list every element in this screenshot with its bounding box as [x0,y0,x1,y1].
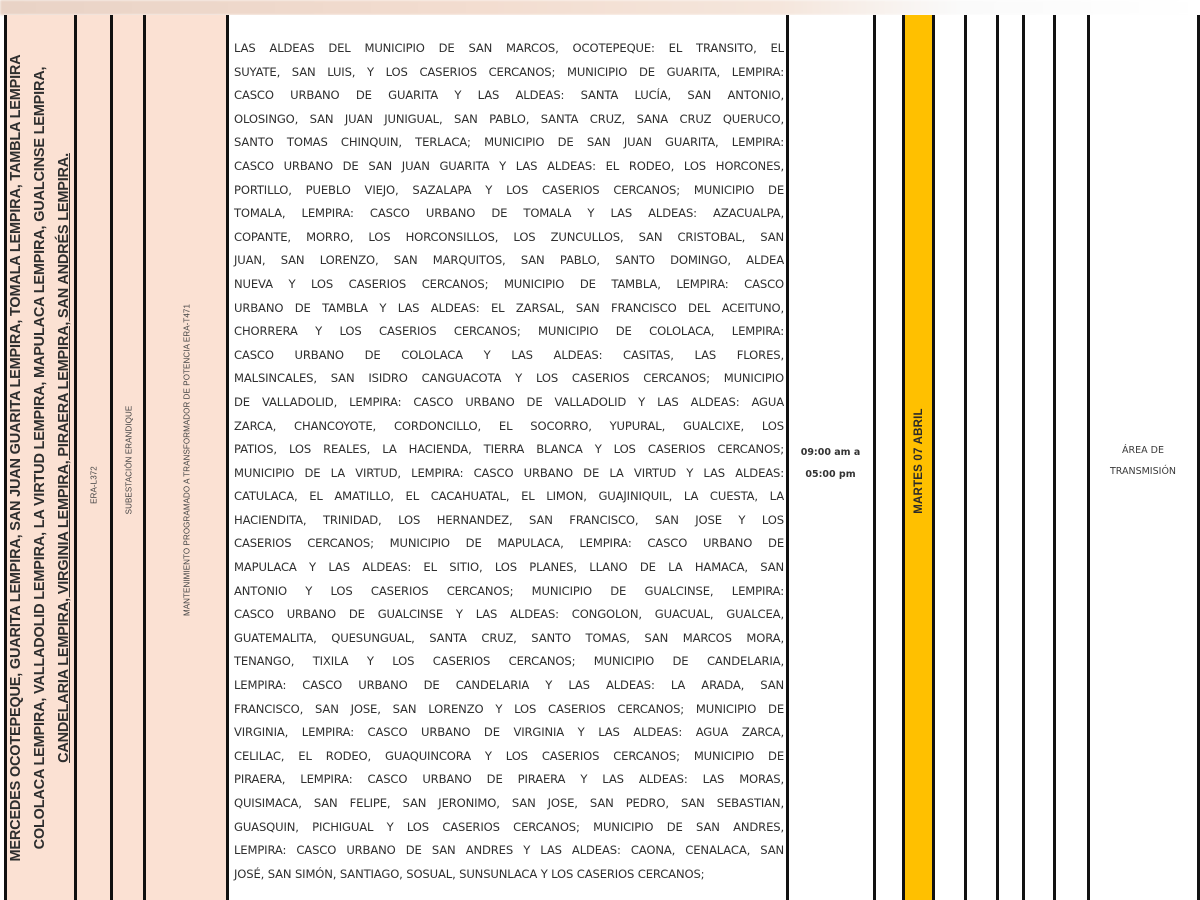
column-border [1053,15,1056,900]
detail-line: LAS ALDEAS DEL MUNICIPIO DE SAN MARCOS, OCOTEPEQUE: EL TRANSITO, EL [234,41,784,55]
detail-line: COPANTE, MORRO, LOS HORCONSILLOS, LOS ZUNCULLOS, SAN CRISTOBAL, SAN [234,229,784,244]
column-border [1022,15,1025,900]
column-border [902,15,905,900]
detail-line: HACIENDITA, TRINIDAD, LOS HERNANDEZ, SAN FRANCISCO, SAN JOSE Y LOS [234,512,784,527]
detail-line: LEMPIRA: CASCO URBANO DE SAN ANDRES Y LAS ALDEAS: CAONA, CENALACA, SAN [234,843,784,858]
time-start: 09:00 am a [800,447,861,458]
empty-cell-2 [934,15,965,900]
detail-line: CATULACA, EL AMATILLO, EL CACAHUATAL, EL LIMON, GUAJINIQUIL, LA CUESTA, LA [234,489,784,504]
affected-areas-text [5,15,75,900]
detail-line: MALSINCALES, SAN ISIDRO CANGUACOTA Y LOS CASERIOS CERCANOS; MUNICIPIO [234,371,784,386]
affected-areas-line-1: MERCEDES OCOTEPEQUE, GUARITA LEMPIRA, SAN JUAN GUARITA LEMPIRA, TOMALA LEMPIRA, TAMBLA LEMPIRA [8,54,24,861]
detail-line: CELILAC, EL RODEO, GUAQUINCORA Y LOS CASERIOS CERCANOS; MUNICIPIO DE [234,748,784,763]
detail-line: GUATEMALITA, QUESUNGUAL, SANTA CRUZ, SANTO TOMAS, SAN MARCOS MORA, [234,630,784,645]
column-border [4,15,7,900]
affected-areas-line-3: CANDELARIA LEMPIRA, VIRGINIA LEMPIRA, PIRAERA LEMPIRA, SAN ANDRÉS LEMPIRA. [56,152,72,763]
detail-line: GUASQUIN, PICHIGUAL Y LOS CASERIOS CERCANOS; MUNICIPIO DE SAN ANDRES, [234,819,784,834]
detail-line: MUNICIPIO DE LA VIRTUD, LEMPIRA: CASCO URBANO DE LA VIRTUD Y LAS ALDEAS: [234,465,784,480]
empty-cell-5 [1024,15,1054,900]
column-border [996,15,999,900]
column-border [74,15,77,900]
time-cell [787,15,874,900]
column-border [226,15,229,900]
detail-line: CASCO URBANO DE SAN JUAN GUARITA Y LAS ALDEAS: EL RODEO, LOS HORCONES, [234,158,784,173]
top-blur-strip [0,0,1200,15]
detail-line: JOSÉ, SAN SIMÓN, SANTIAGO, SOSUAL, SUNSUNLACA Y LOS CASERIOS CERCANOS; [234,866,705,881]
detail-line: TOMALA, LEMPIRA: CASCO URBANO DE TOMALA Y LAS ALDEAS: AZACUALPA, [234,206,784,221]
substation-name: SUBESTACIÓN ERANDIQUE [124,405,133,515]
detail-line: SANTO TOMAS CHINQUIN, TERLACA; MUNICIPIO DE SAN JUAN GUARITA, LEMPIRA: [234,135,784,150]
affected-areas-cell [5,15,75,900]
date-cell [904,15,934,900]
empty-cell-6 [1054,15,1088,900]
affected-localities-cell [228,15,787,900]
detail-line: CASERIOS CERCANOS; MUNICIPIO DE MAPULACA, LEMPIRA: CASCO URBANO DE [234,536,784,551]
detail-line: ANTONIO Y LOS CASERIOS CERCANOS; MUNICIPIO DE GUALCINSE, LEMPIRA: [234,583,784,598]
work-description-cell [145,15,228,900]
empty-cell-4 [997,15,1024,900]
detail-line: PIRAERA, LEMPIRA: CASCO URBANO DE PIRAERA Y LAS ALDEAS: LAS MORAS, [234,772,784,787]
detail-line: TENANGO, TIXILA Y LOS CASERIOS CERCANOS; MUNICIPIO DE CANDELARIA, [234,654,784,669]
detail-line: CASCO URBANO DE COLOLACA Y LAS ALDEAS: CASITAS, LAS FLORES, [234,347,784,362]
column-border [110,15,113,900]
time-end: 05:00 pm [805,469,856,480]
detail-line: CASCO URBANO DE GUALCINSE Y LAS ALDEAS: CONGOLON, GUACUAL, GUALCEA, [234,607,784,622]
area-text [1088,440,1198,482]
outage-schedule-table [0,15,1200,900]
column-border [932,15,935,900]
area-cell [1088,15,1198,900]
date-text: MARTES 07 ABRIL [913,408,925,514]
work-description-text: MANTENIMIENTO PROGRAMADO A TRANSFORMADOR DE POTENCIA ERA-T471 [182,303,191,617]
area-line-1: ÁREA DE [1122,445,1164,456]
empty-cell-3 [965,15,997,900]
detail-line: LEMPIRA: CASCO URBANO DE CANDELARIA Y LAS ALDEAS: LA ARADA, SAN [234,678,784,693]
affected-localities-text [234,37,784,886]
column-border [964,15,967,900]
column-border [143,15,146,900]
detail-line: JUAN, SAN LORENZO, SAN MARQUITOS, SAN PABLO, SANTO DOMINGO, ALDEA [234,253,784,268]
detail-line: VIRGINIA, LEMPIRA: CASCO URBANO DE VIRGINIA Y LAS ALDEAS: AGUA ZARCA, [234,725,784,740]
detail-line: NUEVA Y LOS CASERIOS CERCANOS; MUNICIPIO DE TAMBLA, LEMPIRA: CASCO [234,276,784,291]
area-line-2: TRANSMISIÓN [1109,466,1177,477]
column-border [873,15,876,900]
empty-cell-1 [874,15,904,900]
column-border [1087,15,1090,900]
substation-cell [112,15,145,900]
detail-line: SUYATE, SAN LUIS, Y LOS CASERIOS CERCANOS; MUNICIPIO DE GUARITA, LEMPIRA: [234,64,784,79]
detail-line: CHORRERA Y LOS CASERIOS CERCANOS; MUNICIPIO DE COLOLACA, LEMPIRA: [234,324,784,339]
column-border [786,15,789,900]
time-range [787,442,874,486]
detail-line: CASCO URBANO DE GUARITA Y LAS ALDEAS: SANTA LUCÍA, SAN ANTONIO, [234,88,784,103]
detail-line: DE VALLADOLID, LEMPIRA: CASCO URBANO DE VALLADOLID Y LAS ALDEAS: AGUA [234,394,784,409]
detail-line: MAPULACA Y LAS ALDEAS: EL SITIO, LOS PLANES, LLANO DE LA HAMACA, SAN [234,560,784,575]
detail-line: URBANO DE TAMBLA Y LAS ALDEAS: EL ZARSAL, SAN FRANCISCO DEL ACEITUNO, [234,300,784,315]
detail-line: PORTILLO, PUEBLO VIEJO, SAZALAPA Y LOS CASERIOS CERCANOS; MUNICIPIO DE [234,182,784,197]
circuit-code: ERA-L372 [89,466,98,504]
detail-line: QUISIMACA, SAN FELIPE, SAN JERONIMO, SAN JOSE, SAN PEDRO, SAN SEBASTIAN, [234,796,784,810]
detail-line: PATIOS, LOS REALES, LA HACIENDA, TIERRA BLANCA Y LOS CASERIOS CERCANOS; [234,442,784,457]
detail-line: FRANCISCO, SAN JOSE, SAN LORENZO Y LOS CASERIOS CERCANOS; MUNICIPIO DE [234,701,784,716]
affected-areas-line-2: COLOLACA LEMPIRA, VALLADOLID LEMPIRA, LA VIRTUD LEMPIRA, MAPULACA LEMPIRA, GUALCINSE LEMPIRA, [32,66,48,849]
detail-line: ZARCA, CHANCOYOTE, CORDONCILLO, EL SOCORRO, YUPURAL, GUALCIXE, LOS [234,418,784,433]
detail-line: OLOSINGO, SAN JUAN JUNIGUAL, SAN PABLO, SANTA CRUZ, SANA CRUZ QUERUCO, [234,111,784,126]
circuit-cell [75,15,112,900]
